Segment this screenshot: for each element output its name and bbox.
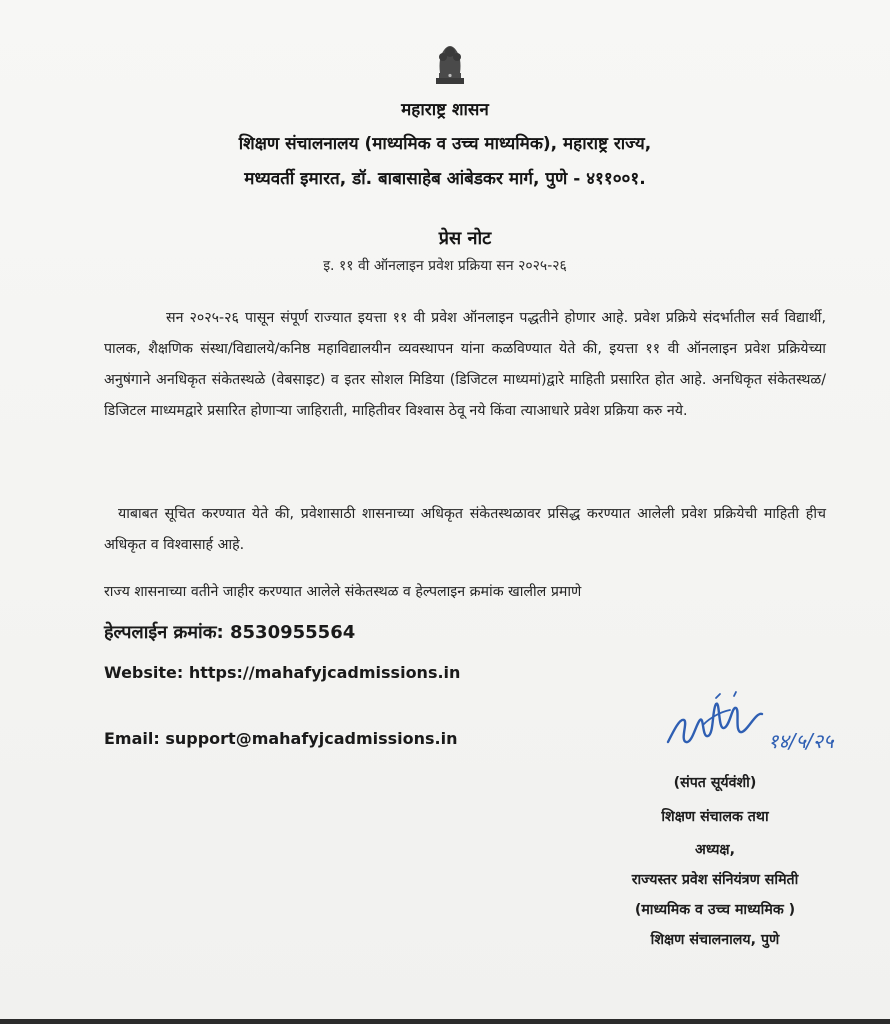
body-paragraph-2: याबाबत सूचित करण्यात येते की, प्रवेशासाठी शासनाच्या अधिकृत संकेतस्थळावर प्रसिद्ध करण्यात आलेली प्रवेश प्रक्रियेची माहिती हीच अधिकृत व विश्वासार्ह आहे. bbox=[104, 506, 826, 553]
signature-icon bbox=[660, 690, 850, 760]
office-address: मध्यवर्ती इमारत, डॉ. बाबासाहेब आंबेडकर मार्ग, पुणे - ४११००१. bbox=[244, 169, 646, 189]
website-link[interactable]: Website: https://mahafyjcadmissions.in bbox=[104, 663, 461, 682]
signatory-designation-1: शिक्षण संचालक तथा bbox=[661, 809, 769, 825]
helpline-number: हेल्पलाईन क्रमांक: 8530955564 bbox=[104, 622, 356, 643]
signatory-designation-3: राज्यस्तर प्रवेश संनियंत्रण समिती bbox=[631, 872, 799, 888]
government-name: महाराष्ट्र शासन bbox=[401, 100, 489, 120]
signatory-designation-5: शिक्षण संचालनालय, पुणे bbox=[650, 932, 780, 948]
body-paragraph-3: राज्य शासनाच्या वतीने जाहीर करण्यात आलेले संकेतस्थळ व हेल्पलाइन क्रमांक खालील प्रमाणे bbox=[104, 584, 582, 600]
bottom-edge bbox=[0, 1019, 890, 1024]
signatory-name: (संपत सूर्यवंशी) bbox=[673, 775, 757, 791]
state-emblem-icon bbox=[430, 40, 470, 86]
subtitle: इ. ११ वी ऑनलाइन प्रवेश प्रक्रिया सन २०२५-२६ bbox=[323, 258, 567, 274]
email-link[interactable]: Email: support@mahafyjcadmissions.in bbox=[104, 729, 458, 748]
signatory-designation-4: (माध्यमिक व उच्च माध्यमिक ) bbox=[634, 902, 796, 918]
page-title: प्रेस नोट bbox=[438, 228, 492, 249]
signatory-designation-2: अध्यक्ष, bbox=[695, 842, 735, 858]
directorate-name: शिक्षण संचालनालय (माध्यमिक व उच्च माध्यमिक), महाराष्ट्र राज्य, bbox=[238, 134, 652, 154]
body-paragraph-1: सन २०२५-२६ पासून संपूर्ण राज्यात इयत्ता ११ वी प्रवेश ऑनलाइन पद्धतीने होणार आहे. प्रवेश प्रक्रिये संदर्भातील सर्व विद्यार्थी, पालक, शैक्षणिक संस्था/विद्यालये/कनिष्ठ महाविद्यालयीन व्यवस्थापन यांना कळविण्यात येते की, इयत्ता ११ वी ऑनलाइन प्रवेश प्रक्रियेच्या अनुषंगाने अनधिकृत संकेतस्थळे (वेबसाइट) व इतर सोशल मिडिया (डिजिटल माध्यमां)द्वारे माहिती प्रसारित होत आहे. अनधिकृत संकेतस्थळ/ डिजिटल माध्यमद्वारे प्रसारित होणाऱ्या जाहिराती, माहितीवर विश्वास ठेवू नये किंवा त्याआधारे प्रवेश प्रक्रिया करु नये. bbox=[104, 310, 826, 419]
signature-date: १४/५/२५ bbox=[768, 729, 834, 753]
